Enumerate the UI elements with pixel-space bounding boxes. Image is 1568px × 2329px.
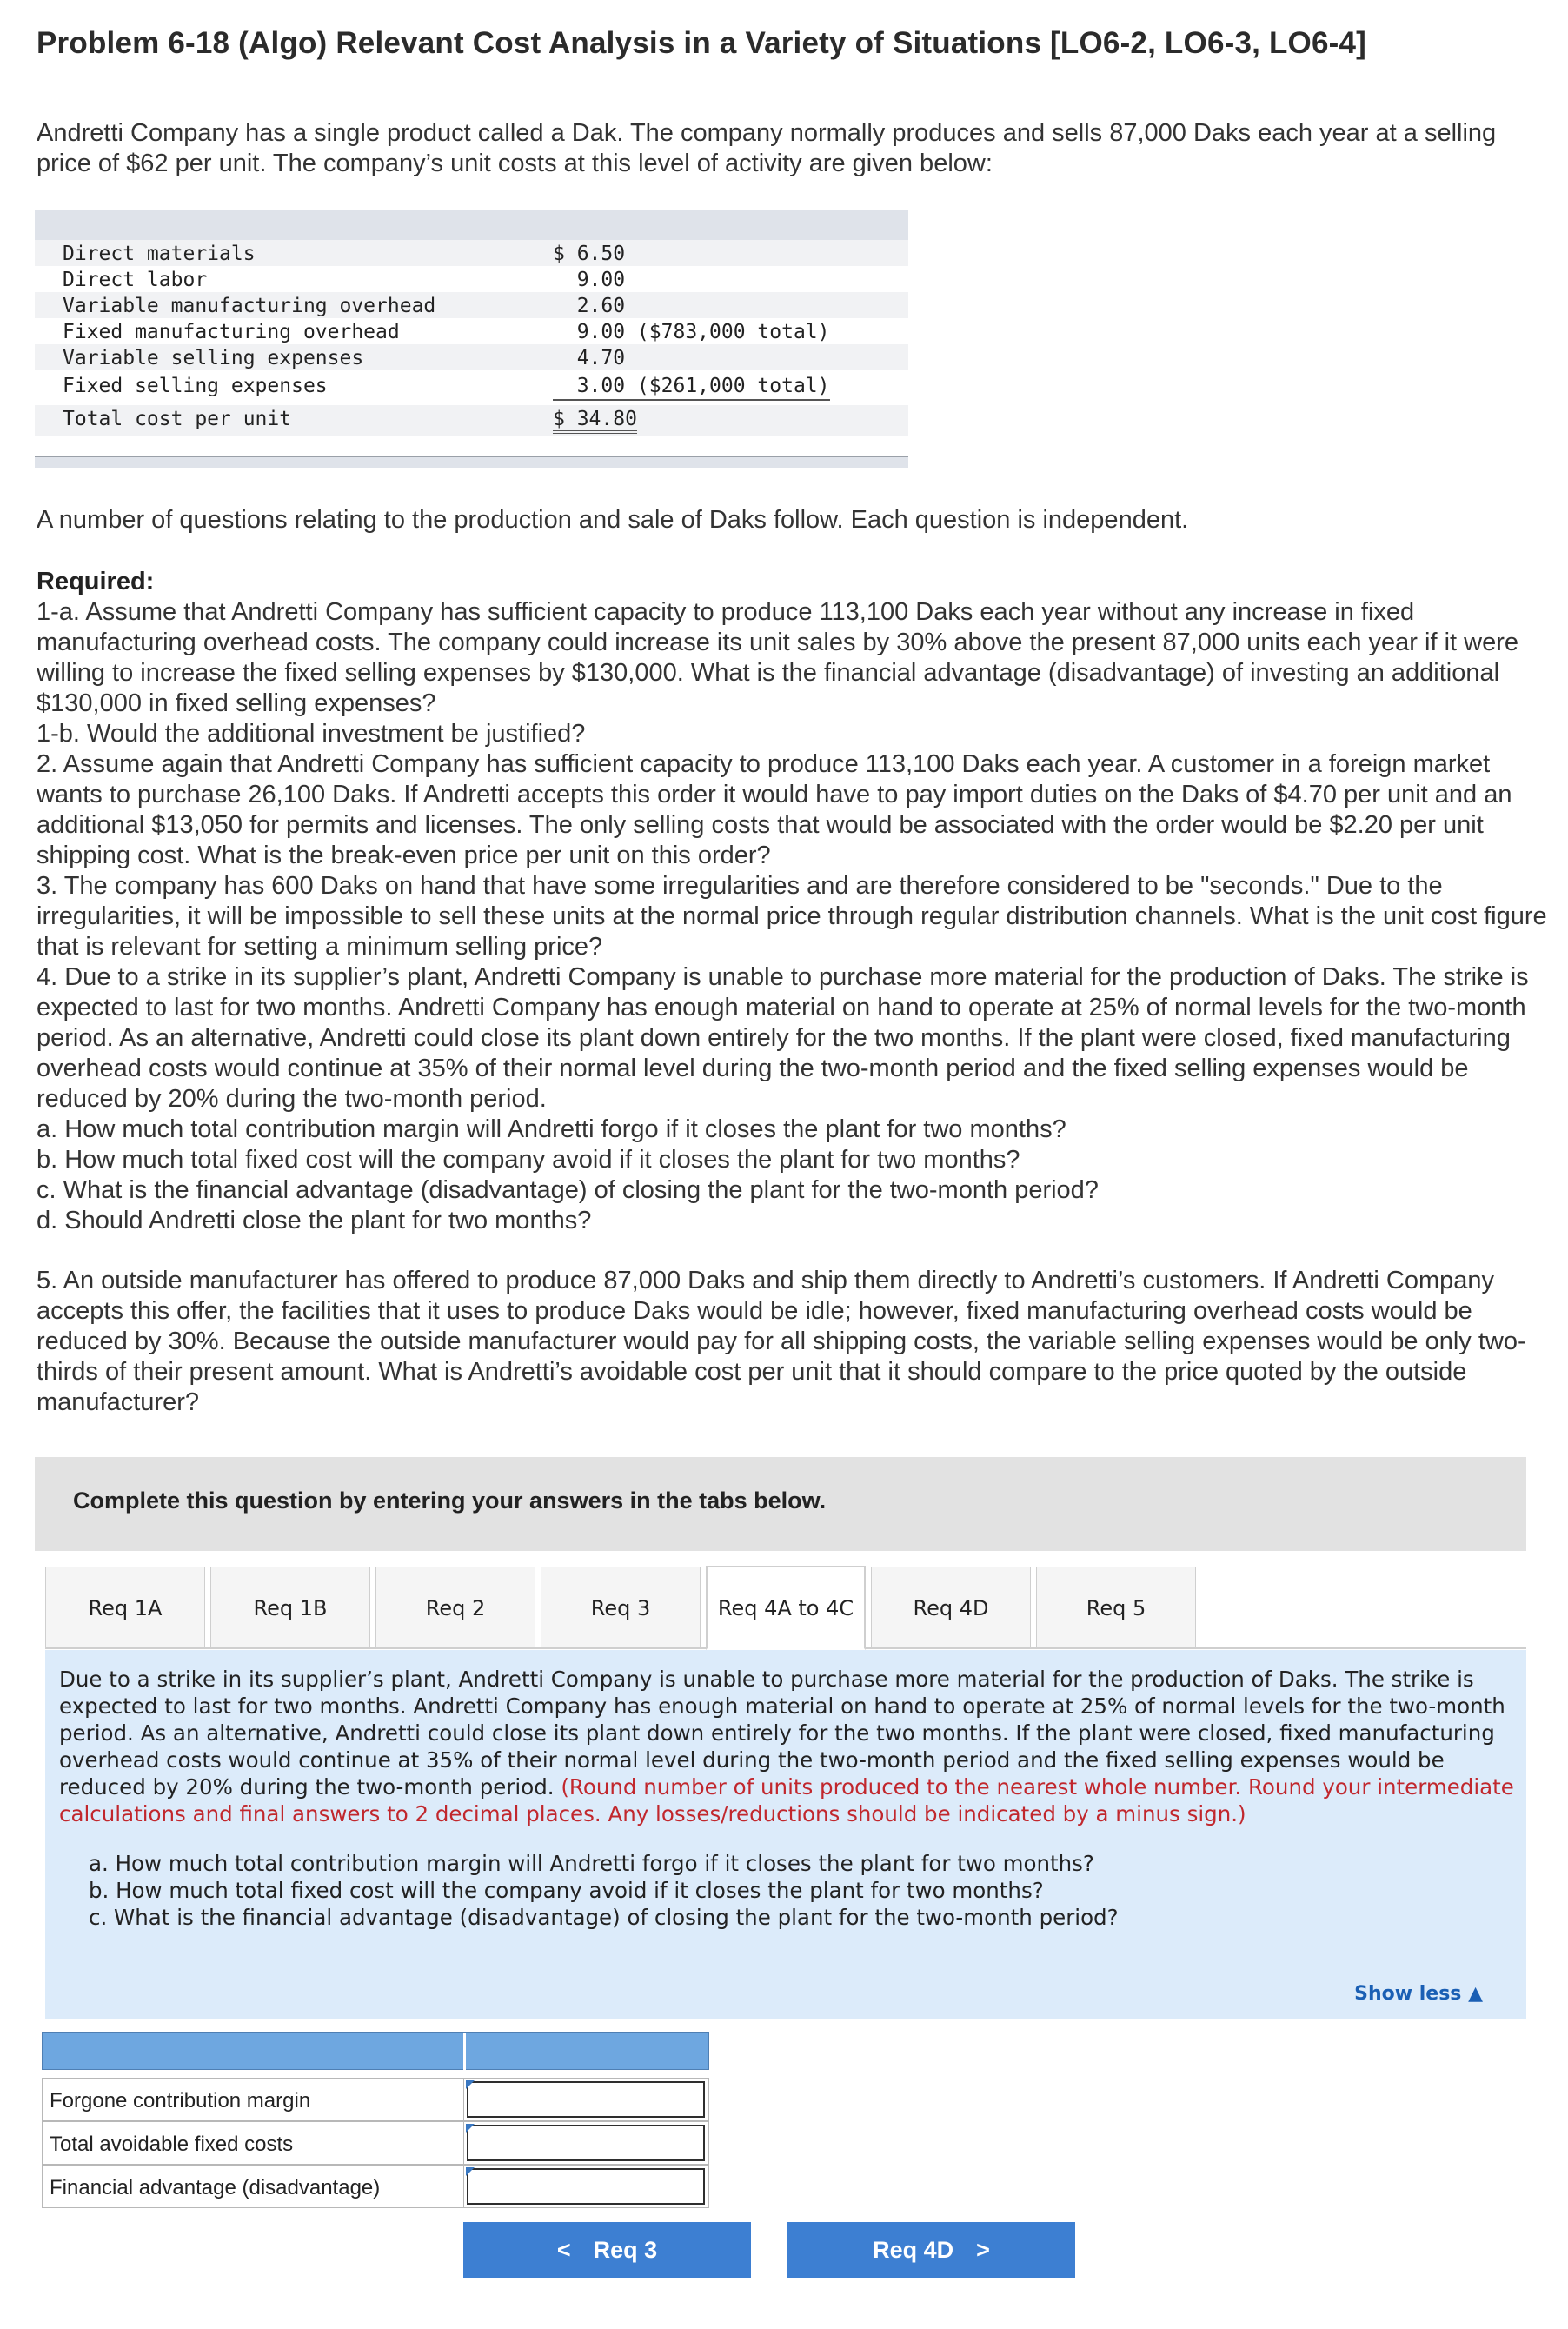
tab-req-1a[interactable]: Req 1A bbox=[45, 1567, 205, 1648]
total-avoidable-fixed-costs-input[interactable] bbox=[467, 2125, 705, 2161]
instruction-banner bbox=[35, 1457, 1526, 1551]
triangle-up-icon: ▲ bbox=[1468, 1983, 1483, 2005]
cost-amount: 2.60 bbox=[553, 295, 626, 317]
scenario-body: Due to a strike in its supplier’s plant, Andretti Company is unable to purchase more material for the production of Daks. The strike is expected to last for two months. Andretti Company has enough material on hand to operate at 25% of normal levels for the two-month period. As an alternative, Andretti could close its plant down entirely for the two months. If the plant were closed, fixed manufacturing overhead costs would continue at 35% of their normal level during the two-month period and the fixed selling expenses would be reduced by 20% during the two-month period. bbox=[59, 1667, 1505, 1800]
cost-label: Direct labor bbox=[63, 269, 208, 291]
question-4: 4. Due to a strike in its supplier’s plant, Andretti Company is unable to purchase more material for the production of Daks. The strike is expected to last for two months. Andretti Company has enough material on hand to operate at 25% of normal levels for the two-month period. As an alternative, Andretti could close its plant down entirely for the two months. If the plant were closed, fixed manufacturing overhead costs would continue at 35% of their normal level during the two-month period and the fixed selling expenses would be reduced by 20% during the two-month period. bbox=[37, 963, 1529, 1113]
intro-text: Andretti Company has a single product called a Dak. The company normally produces and sells 87,000 Daks each year at a selling price of $62 per unit. The company’s unit costs at this level of activity are given below: bbox=[37, 119, 1497, 177]
sub-questions bbox=[89, 1850, 1514, 1931]
question-4a: a. How much total contribution margin will Andretti forgo if it closes the plant for two months? bbox=[37, 1115, 1066, 1143]
unit-cost-table bbox=[35, 210, 908, 468]
cost-label: Direct materials bbox=[63, 243, 256, 265]
sub-question-c: c. What is the financial advantage (disadvantage) of closing the plant for the two-month period? bbox=[89, 1905, 1119, 1930]
chevron-right-icon: > bbox=[976, 2236, 990, 2263]
cost-label: Variable selling expenses bbox=[63, 347, 364, 369]
forgone-contribution-margin-input[interactable] bbox=[467, 2081, 705, 2118]
row-label: Financial advantage (disadvantage) bbox=[50, 2176, 381, 2199]
table-row bbox=[35, 318, 908, 344]
row-label: Total avoidable fixed costs bbox=[50, 2133, 294, 2156]
rounding-note: (Round number of units produced to the nearest whole number. Round your intermediate calculations and final answers to 2 decimal places. Any losses/reductions should be indicated by a minus sign.) bbox=[59, 1774, 1514, 1827]
show-less-label: Show less bbox=[1354, 1983, 1462, 2005]
answer-table bbox=[42, 2032, 709, 2208]
cost-amount: 3.00 ($261,000 total) bbox=[553, 375, 830, 401]
cost-label: Fixed manufacturing overhead bbox=[63, 321, 400, 343]
tab-pane bbox=[45, 1650, 1526, 2019]
table-header-bar bbox=[35, 210, 908, 240]
scenario-text bbox=[59, 1666, 1519, 1827]
question-3: 3. The company has 600 Daks on hand that have some irregularities and are therefore considered to be "seconds." Due to the irregularities, it will be impossible to sell these units at the normal price through regular distribution channels. What is the unit cost figure that is relevant for setting a minimum selling price? bbox=[37, 872, 1547, 961]
cell-divider bbox=[463, 2166, 464, 2207]
table-footer-bar bbox=[35, 456, 908, 468]
table-row bbox=[35, 372, 908, 398]
question-4c: c. What is the financial advantage (disadvantage) of closing the plant for the two-month period? bbox=[37, 1176, 1099, 1204]
prev-req-button[interactable] bbox=[463, 2222, 751, 2278]
table-row-total bbox=[35, 405, 908, 436]
cost-amount: 9.00 ($783,000 total) bbox=[553, 321, 830, 343]
cost-label: Total cost per unit bbox=[63, 408, 292, 430]
show-less-link[interactable] bbox=[1354, 1980, 1483, 2007]
next-req-button[interactable] bbox=[787, 2222, 1075, 2278]
table-row bbox=[35, 292, 908, 318]
page-title: Problem 6-18 (Algo) Relevant Cost Analysis in a Variety of Situations [LO6-2, LO6-3, LO6-4] bbox=[37, 26, 1367, 60]
cell-divider bbox=[463, 2122, 464, 2164]
question-1a: 1-a. Assume that Andretti Company has sufficient capacity to produce 113,100 Daks each year without any increase in fixed manufacturing overhead costs. The company could increase its unit sales by 30% above the present 87,000 units each year if it were willing to increase the fixed selling expenses by $130,000. What is the financial advantage (disadvantage) of investing an additional $130,000 in fixed selling expenses? bbox=[37, 598, 1518, 717]
question-4b: b. How much total fixed cost will the company avoid if it closes the plant for two months? bbox=[37, 1146, 1020, 1174]
table-row bbox=[35, 266, 908, 292]
table-row bbox=[42, 2078, 709, 2121]
cost-label: Variable manufacturing overhead bbox=[63, 295, 436, 317]
tab-req-5[interactable]: Req 5 bbox=[1036, 1567, 1196, 1648]
question-5: 5. An outside manufacturer has offered to produce 87,000 Daks and ship them directly to Andretti’s customers. If Andretti Company accepts this offer, the facilities that it uses to produce Daks would be idle; however, fixed manufacturing overhead costs would be reduced by 30%. Because the outside manufacturer would pay for all shipping costs, the variable selling expenses would be only two-thirds of their present amount. What is Andretti’s avoidable cost per unit that it should compare to the price quoted by the outside manufacturer? bbox=[37, 1267, 1526, 1416]
cost-amount: $ 34.80 bbox=[553, 408, 637, 434]
cost-amount: $ 6.50 bbox=[553, 243, 626, 265]
cost-amount: 4.70 bbox=[553, 347, 626, 369]
chevron-left-icon: < bbox=[556, 2236, 571, 2263]
tab-req-2[interactable]: Req 2 bbox=[375, 1567, 535, 1648]
table-row bbox=[35, 240, 908, 266]
tab-req-4a-4c[interactable]: Req 4A to 4C bbox=[706, 1566, 866, 1650]
answer-table-header bbox=[42, 2032, 709, 2070]
sub-question-b: b. How much total fixed cost will the company avoid if it closes the plant for two months? bbox=[89, 1878, 1044, 1903]
header-divider bbox=[463, 2033, 466, 2071]
sub-question-a: a. How much total contribution margin will Andretti forgo if it closes the plant for two months? bbox=[89, 1851, 1094, 1876]
prev-req-label: Req 3 bbox=[593, 2236, 658, 2263]
answer-marker-icon bbox=[466, 2167, 475, 2176]
table-row bbox=[42, 2121, 709, 2165]
financial-advantage-input[interactable] bbox=[467, 2168, 705, 2205]
required-heading: Required: bbox=[37, 568, 155, 596]
next-req-label: Req 4D bbox=[873, 2236, 954, 2263]
tab-req-3[interactable]: Req 3 bbox=[541, 1567, 701, 1648]
intro-text-2: A number of questions relating to the production and sale of Daks follow. Each question is independent. bbox=[37, 506, 1189, 534]
cost-label: Fixed selling expenses bbox=[63, 375, 328, 397]
table-row bbox=[35, 344, 908, 370]
answer-marker-icon bbox=[466, 2124, 475, 2133]
question-2: 2. Assume again that Andretti Company has sufficient capacity to produce 113,100 Daks each year. A customer in a foreign market wants to purchase 26,100 Daks. If Andretti accepts this order it would have to pay import duties on the Daks of $4.70 per unit and an additional $13,050 for permits and licenses. The only selling costs that would be associated with the order would be $2.20 per unit shipping cost. What is the break-even price per unit on this order? bbox=[37, 750, 1512, 869]
required-section bbox=[37, 567, 1549, 1236]
question-1b: 1-b. Would the additional investment be justified? bbox=[37, 720, 586, 748]
tab-req-4d[interactable]: Req 4D bbox=[871, 1567, 1031, 1648]
question-4d: d. Should Andretti close the plant for two months? bbox=[37, 1207, 592, 1234]
answer-marker-icon bbox=[466, 2080, 475, 2089]
instruction-text: Complete this question by entering your answers in the tabs below. bbox=[73, 1487, 827, 1514]
tab-req-1b[interactable]: Req 1B bbox=[210, 1567, 370, 1648]
row-label: Forgone contribution margin bbox=[50, 2089, 311, 2113]
cell-divider bbox=[463, 2079, 464, 2120]
cost-amount: 9.00 bbox=[553, 269, 626, 291]
table-row bbox=[42, 2165, 709, 2208]
